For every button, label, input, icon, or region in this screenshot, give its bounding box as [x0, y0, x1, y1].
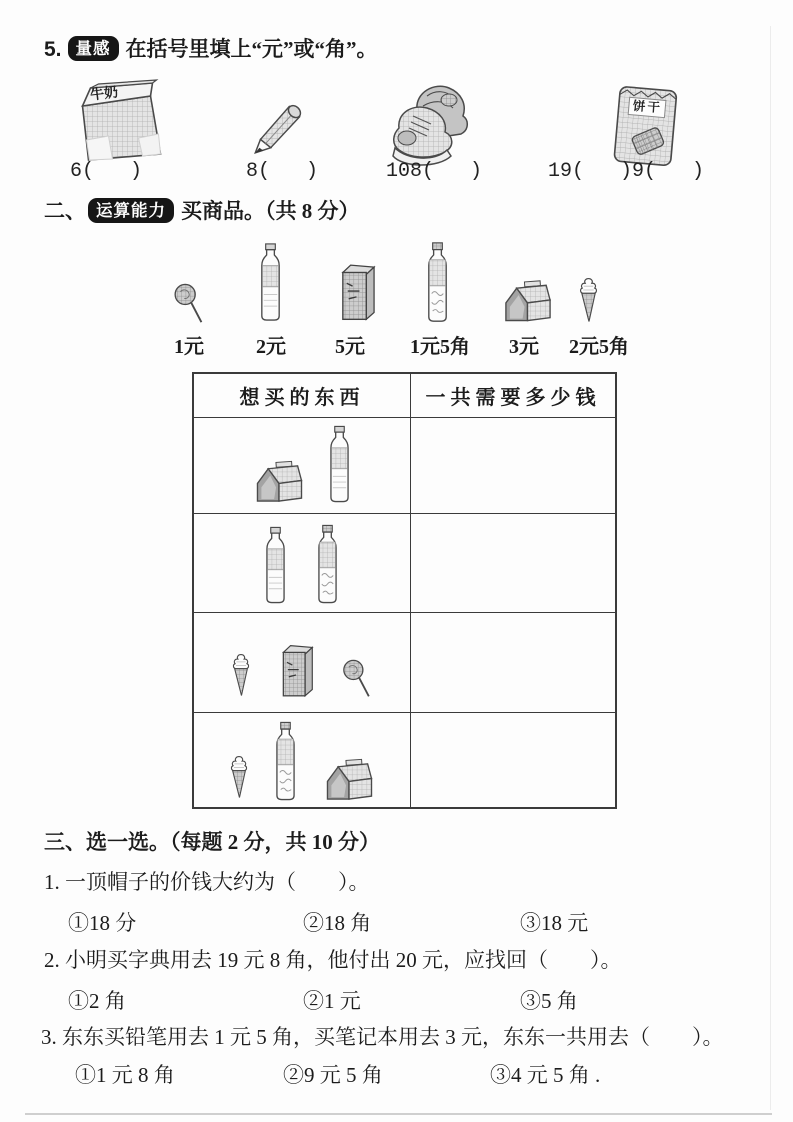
- bottom-page-rule: [25, 1113, 772, 1115]
- product-price-water-bottle: 2元: [256, 336, 286, 358]
- milk-carton-small-icon: [252, 457, 306, 503]
- product-large-bottle: [423, 240, 452, 324]
- table-row-1-answer: [410, 418, 615, 513]
- table-row: [194, 612, 615, 712]
- question-5-number: 5.: [44, 38, 62, 61]
- table-header-row: [194, 374, 615, 417]
- q1-option-3: ③18 元: [520, 911, 589, 935]
- biscuit-bag-label: 饼干: [632, 99, 663, 115]
- question-5-heading: [44, 34, 378, 65]
- product-price-juice-box: 5元: [335, 336, 365, 358]
- biscuit-bag-icon: [597, 78, 693, 172]
- question-3-text: 3. 东东买铅笔用去 1 元 5 角，买笔记本用去 3 元，东东一共用去（ ）。: [41, 1025, 724, 1049]
- section-3-heading: 三、选一选。（每题 2 分，共 10 分）: [44, 830, 380, 854]
- product-juice-box: [336, 261, 377, 323]
- q2-option-3: ③5 角: [520, 989, 578, 1013]
- milk-carton-small-icon: [322, 755, 376, 801]
- price-blank-milk: 6( ): [70, 160, 143, 183]
- product-ice-cream: [578, 277, 599, 324]
- section-2-heading: [44, 196, 360, 226]
- table-row: [194, 712, 615, 807]
- milk-carton-label: 牛奶: [89, 85, 119, 104]
- water-bottle-icon: [326, 425, 353, 503]
- shopping-table: [192, 372, 617, 809]
- lollipop-icon: [172, 283, 206, 325]
- table-row-4-items: [194, 713, 410, 807]
- table-row-4-answer: [410, 713, 615, 807]
- table-row-1-items: [194, 418, 410, 513]
- q1-option-1: ①18 分: [68, 911, 137, 935]
- table-header-items: 想买的东西: [239, 387, 365, 409]
- product-milk-carton-small: [501, 276, 554, 323]
- item-milk-carton: [62, 76, 178, 164]
- q2-option-1: ①2 角: [68, 989, 126, 1013]
- competency-badge-yunsuan: 运算能力: [88, 198, 174, 223]
- product-water-bottle: [257, 241, 284, 323]
- water-bottle-icon: [262, 526, 289, 604]
- q3-option-1: ①1 元 8 角: [75, 1063, 175, 1087]
- large-bottle-icon: [271, 721, 300, 801]
- product-price-ice-cream: 2元5角: [569, 336, 629, 358]
- competency-badge-liang-gan: 量感: [68, 36, 119, 61]
- table-header-total: 一共需要多少钱: [410, 374, 615, 417]
- q2-option-2: ②1 元: [303, 989, 361, 1013]
- ice-cream-icon: [578, 277, 599, 324]
- item-pencil: [246, 92, 312, 158]
- price-blank-biscuits: 19( )9( ): [548, 160, 705, 183]
- ice-cream-icon: [229, 754, 249, 801]
- juice-box-icon: [336, 261, 377, 323]
- table-row-3-answer: [410, 613, 615, 712]
- question-1-text: 1. 一顶帽子的价钱大约为（ ）。: [44, 870, 370, 894]
- table-row-3-items: [194, 613, 410, 712]
- large-bottle-icon: [423, 240, 452, 324]
- water-bottle-icon: [257, 241, 284, 323]
- product-price-lollipop: 1元: [174, 336, 204, 358]
- lollipop-icon: [341, 659, 373, 699]
- table-row: [194, 513, 615, 612]
- product-lollipop: [172, 283, 206, 325]
- pencil-icon: [246, 92, 312, 158]
- large-bottle-icon: [313, 524, 342, 604]
- q1-option-2: ②18 角: [303, 911, 372, 935]
- item-biscuit-bag: [597, 78, 693, 172]
- question-2-options: [0, 985, 793, 1015]
- price-blank-pencil: 8( ): [246, 160, 319, 183]
- question-2-text: 2. 小明买字典用去 19 元 8 角，他付出 20 元，应找回（ ）。: [44, 948, 622, 972]
- section-2-title: 买商品。（共 8 分）: [181, 199, 360, 223]
- price-blank-sneakers: 108( ): [386, 160, 483, 183]
- table-row-2-answer: [410, 514, 615, 612]
- sneakers-icon: [383, 76, 483, 166]
- question-5-prompt: 在括号里填上“元”或“角”。: [125, 37, 378, 61]
- q3-option-3: ③4 元 5 角 .: [490, 1063, 601, 1087]
- q3-option-2: ②9 元 5 角: [283, 1063, 383, 1087]
- table-row-2-items: [194, 514, 410, 612]
- milk-carton-icon: [62, 76, 178, 164]
- ice-cream-icon: [231, 652, 251, 699]
- milk-carton-small-icon: [501, 276, 554, 323]
- question-1-options: [0, 907, 793, 937]
- table-row: [194, 417, 615, 513]
- question-3-options: [0, 1059, 793, 1089]
- item-sneakers: [383, 76, 483, 166]
- section-2-number: 二、: [44, 199, 86, 223]
- juice-box-icon: [277, 642, 315, 699]
- product-price-milk-carton: 3元: [509, 336, 539, 358]
- product-price-large-bottle: 1元5角: [410, 336, 470, 358]
- right-page-rule: [770, 26, 771, 1110]
